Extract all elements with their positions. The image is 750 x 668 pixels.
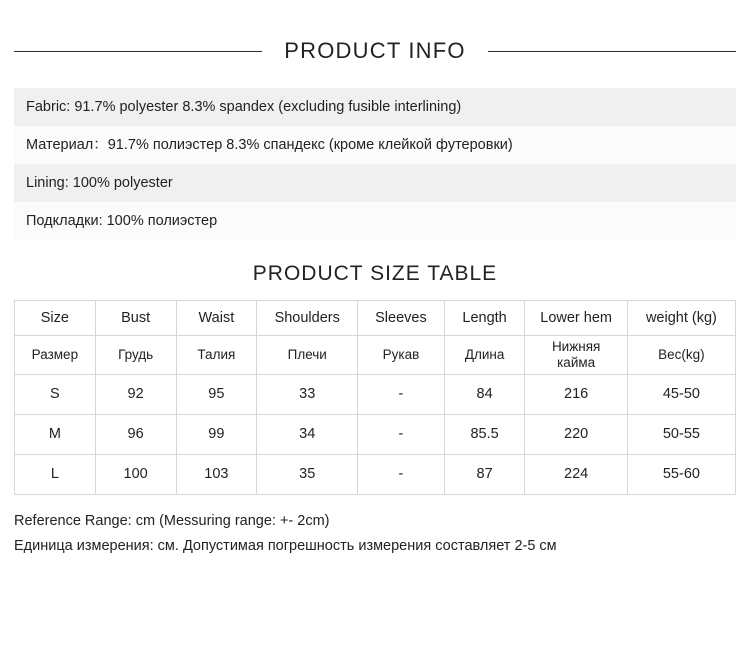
footnote-ru: Единица измерения: см. Допустимая погрешность измерения составляет 2-5 см xyxy=(14,537,557,554)
size-table xyxy=(14,300,736,495)
fabric-info-list xyxy=(0,88,750,240)
cell-lower-hem: 216 xyxy=(525,375,627,415)
measurement-footnotes xyxy=(0,509,750,558)
list-item: Lining: 100% polyester xyxy=(14,164,736,202)
column-header-bust-ru: Грудь xyxy=(95,336,176,375)
size-table-container xyxy=(0,300,750,495)
cell-waist: 95 xyxy=(176,375,257,415)
column-header-shoulders-ru: Плечи xyxy=(257,336,358,375)
column-header-size-ru: Размер xyxy=(15,336,96,375)
column-header-waist: Waist xyxy=(176,301,257,336)
cell-weight: 50-55 xyxy=(627,415,735,455)
cell-shoulders: 33 xyxy=(257,375,358,415)
cell-sleeves: - xyxy=(358,415,445,455)
product-info-page xyxy=(0,38,750,668)
column-header-length: Length xyxy=(444,301,525,336)
cell-length: 87 xyxy=(444,455,525,495)
cell-sleeves: - xyxy=(358,455,445,495)
table-header-row-ru xyxy=(15,336,736,375)
cell-size: S xyxy=(15,375,96,415)
lower-hem-ru-line1: Нижняя xyxy=(551,339,601,355)
cell-waist: 99 xyxy=(176,415,257,455)
cell-bust: 96 xyxy=(95,415,176,455)
cell-length: 85.5 xyxy=(444,415,525,455)
cell-lower-hem: 224 xyxy=(525,455,627,495)
cell-length: 84 xyxy=(444,375,525,415)
header-rule-right xyxy=(488,51,736,52)
list-item: Подкладки: 100% полиэстер xyxy=(14,202,736,240)
cell-shoulders: 35 xyxy=(257,455,358,495)
column-header-waist-ru: Талия xyxy=(176,336,257,375)
cell-bust: 92 xyxy=(95,375,176,415)
page-title: PRODUCT INFO xyxy=(284,38,466,63)
column-header-size: Size xyxy=(15,301,96,336)
table-row xyxy=(15,455,736,495)
cell-lower-hem: 220 xyxy=(525,415,627,455)
column-header-lower-hem-ru xyxy=(525,336,627,375)
size-table-title: PRODUCT SIZE TABLE xyxy=(252,262,498,285)
cell-bust: 100 xyxy=(95,455,176,495)
lower-hem-ru-line2: кайма xyxy=(557,355,596,370)
list-item: Fabric: 91.7% polyester 8.3% spandex (excluding fusible interlining) xyxy=(14,88,736,126)
table-row xyxy=(15,375,736,415)
cell-size: M xyxy=(15,415,96,455)
table-header-row-en xyxy=(15,301,736,336)
cell-sleeves: - xyxy=(358,375,445,415)
cell-weight: 55-60 xyxy=(627,455,735,495)
column-header-weight: weight (kg) xyxy=(627,301,735,336)
column-header-bust: Bust xyxy=(95,301,176,336)
cell-weight: 45-50 xyxy=(627,375,735,415)
column-header-weight-ru: Вес(kg) xyxy=(627,336,735,375)
cell-size: L xyxy=(15,455,96,495)
column-header-length-ru: Длина xyxy=(444,336,525,375)
header-rule-left xyxy=(14,51,262,52)
column-header-shoulders: Shoulders xyxy=(257,301,358,336)
column-header-sleeves-ru: Рукав xyxy=(358,336,445,375)
cell-waist: 103 xyxy=(176,455,257,495)
cell-shoulders: 34 xyxy=(257,415,358,455)
column-header-sleeves: Sleeves xyxy=(358,301,445,336)
column-header-lower-hem: Lower hem xyxy=(525,301,627,336)
table-row xyxy=(15,415,736,455)
product-info-header xyxy=(0,38,750,64)
list-item: Материал：91.7% полиэстер 8.3% спандекс (кроме клейкой футеровки) xyxy=(14,126,736,164)
footnote-en: Reference Range: cm (Messuring range: +- 2cm) xyxy=(14,513,330,529)
